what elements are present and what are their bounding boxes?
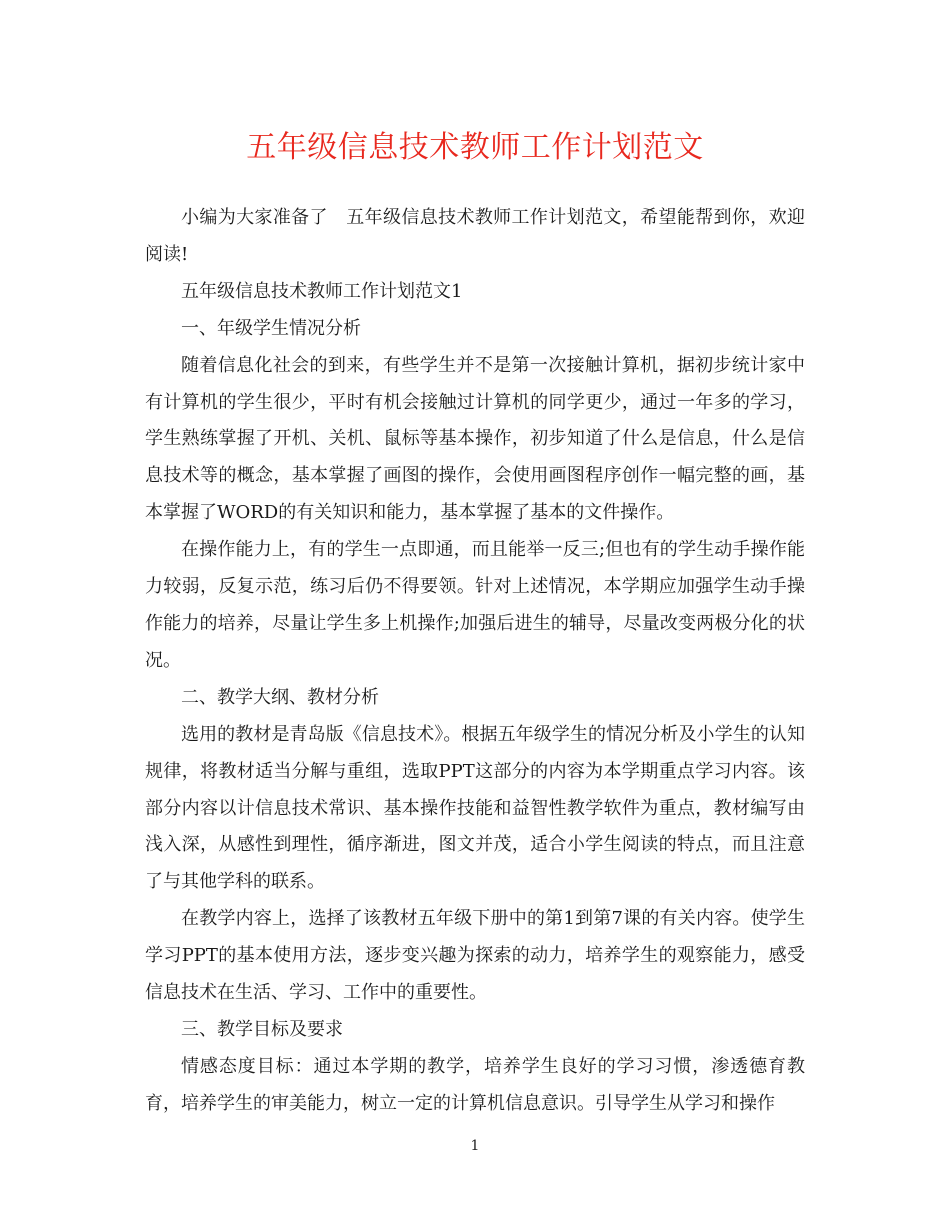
page-number: 1: [470, 1138, 480, 1154]
paragraph-intro: 小编为大家准备了 五年级信息技术教师工作计划范文，希望能帮到你，欢迎阅读!: [145, 207, 805, 265]
paragraph-operation-ability: 在操作能力上，有的学生一点即通，而且能举一反三;但也有的学生动手操作能力较弱，反复示范，练习后仍不得要领。针对上述情况，本学期应加强学生动手操作能力的培养，尽量让学生多上机操作;加强后进生的辅导，尽量改变两极分化的状况。: [145, 539, 805, 671]
section-heading-plan-1: 五年级信息技术教师工作计划范文1: [181, 280, 463, 302]
paragraph-textbook: 选用的教材是青岛版《信息技术》。根据五年级学生的情况分析及小学生的认知规律，将教材适当分解与重组，选取PPT这部分的内容为本学期重点学习内容。该部分内容以计信息技术常识、基本操作技能和益智性教学软件为重点，教材编写由浅入深，从感性到理性，循序渐进，图文并茂，适合小学生阅读的特点，而且注意了与其他学科的联系。: [145, 723, 805, 893]
document-body: [145, 200, 805, 1123]
heading-syllabus-analysis: 二、教学大纲、教材分析: [181, 686, 379, 708]
document-title: 五年级信息技术教师工作计划范文: [246, 130, 704, 165]
paragraph-emotional-goals: 情感态度目标：通过本学期的教学，培养学生良好的学习习惯，渗透德育教育，培养学生的审美能力，树立一定的计算机信息意识。引导学生从学习和操作: [145, 1055, 805, 1114]
heading-student-analysis: 一、年级学生情况分析: [181, 317, 361, 339]
paragraph-student-analysis: 随着信息化社会的到来，有些学生并不是第一次接触计算机，据初步统计家中有计算机的学生很少，平时有机会接触过计算机的同学更少，通过一年多的学习，学生熟练掌握了开机、关机、鼠标等基本操作，初步知道了什么是信息，什么是信息技术等的概念，基本掌握了画图的操作，会使用画图程序创作一幅完整的画，基本掌握了WORD的有关知识和能力，基本掌握了基本的文件操作。: [145, 354, 805, 524]
paragraph-teaching-content: 在教学内容上，选择了该教材五年级下册中的第1到第7课的有关内容。使学生学习PPT的基本使用方法，逐步变兴趣为探索的动力，培养学生的观察能力，感受信息技术在生活、学习、工作中的重要性。: [145, 908, 805, 1004]
heading-teaching-goals: 三、教学目标及要求: [181, 1018, 343, 1040]
